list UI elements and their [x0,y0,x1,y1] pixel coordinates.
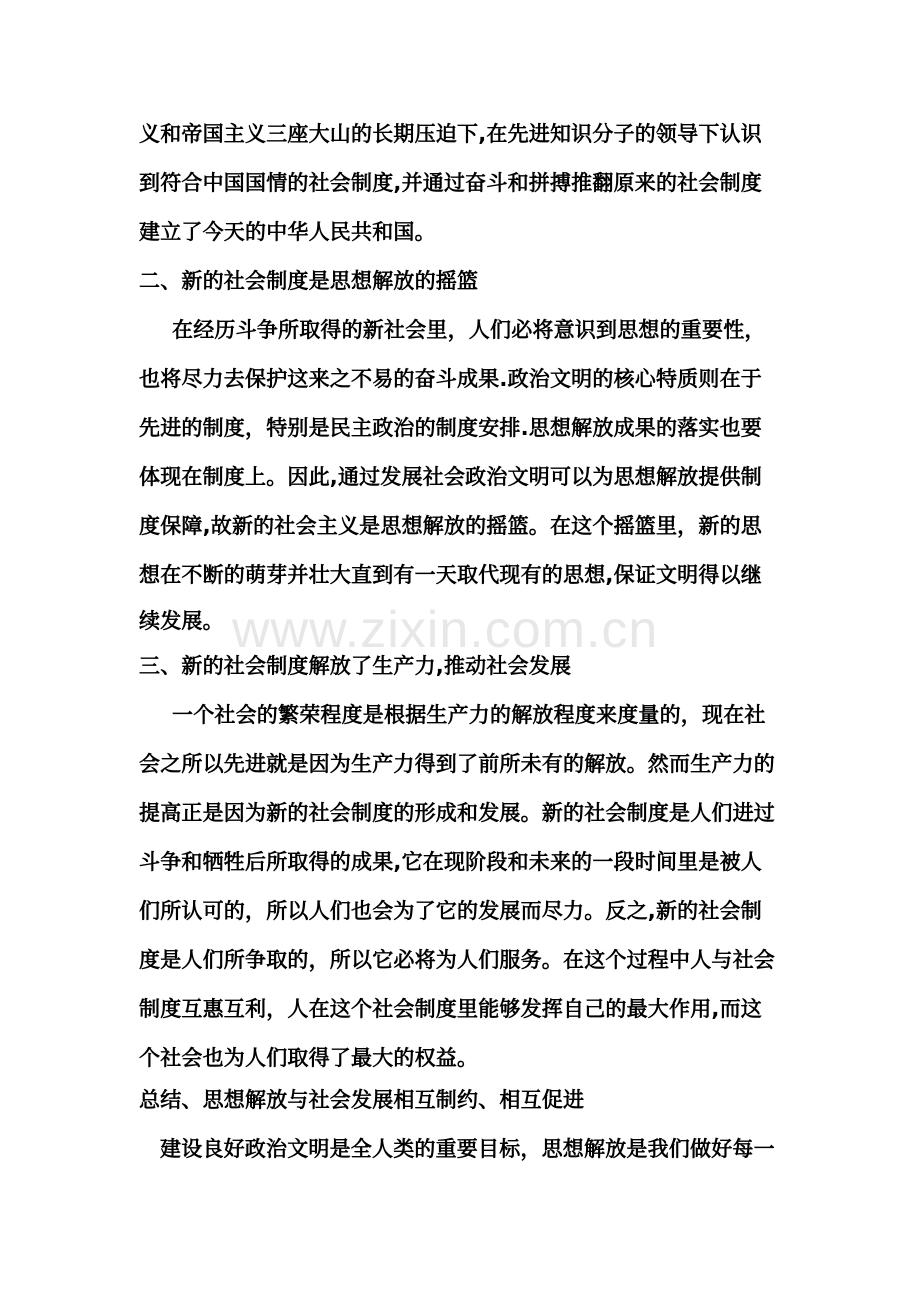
paragraph-line: 度是人们所争取的，所以它必将为人们服务。在这个过程中人与社会 [139,948,775,972]
paragraph-line: 们所认可的，所以人们也会为了它的发展而尽力。反之,新的社会制 [139,899,762,923]
paragraph-line: 体现在制度上。因此,通过发展社会政治文明可以为思想解放提供制 [139,465,762,489]
paragraph-line: 也将尽力去保护这来之不易的奋斗成果.政治文明的核心特质则在于 [139,367,762,391]
paragraph-line: 到符合中国国情的社会制度,并通过奋斗和拼搏推翻原来的社会制度 [139,171,762,195]
section-heading-summary: 总结、思想解放与社会发展相互制约、相互促进 [139,1088,585,1112]
paragraph-line: 提高正是因为新的社会制度的形成和发展。新的社会制度是人们进过 [139,801,775,825]
paragraph-line: 度保障,故新的社会主义是思想解放的摇篮。在这个摇篮里，新的思 [139,514,762,538]
watermark: www.zixin.com.cn [232,601,659,659]
paragraph-line: 先进的制度，特别是民主政治的制度安排.思想解放成果的落实也要 [139,416,762,440]
paragraph-line: 会之所以先进就是因为生产力得到了前所未有的解放。然而生产力的 [139,752,775,776]
paragraph-line: 制度互惠互利，人在这个社会制度里能够发挥自己的最大作用,而这 [139,997,762,1021]
paragraph-line: 建设良好政治文明是全人类的重要目标，思想解放是我们做好每一 [160,1137,775,1161]
paragraph-line: 在经历斗争所取得的新社会里，人们必将意识到思想的重要性， [172,318,766,342]
paragraph-line: 续发展。 [139,609,224,633]
paragraph-line: 想在不断的萌芽并壮大直到有一天取代现有的思想,保证文明得以继 [139,563,762,587]
paragraph-line: 一个社会的繁荣程度是根据生产力的解放程度来度量的，现在社 [172,703,766,727]
paragraph-line: 个社会也为人们取得了最大的权益。 [139,1046,479,1070]
paragraph-line: 斗争和牺牲后所取得的成果,它在现阶段和未来的一段时间里是被人 [139,850,762,874]
section-heading-2: 二、新的社会制度是思想解放的摇篮 [139,269,479,293]
section-heading-3: 三、新的社会制度解放了生产力,推动社会发展 [139,654,572,678]
paragraph-line: 建立了今天的中华人民共和国。 [139,220,436,244]
paragraph-line: 义和帝国主义三座大山的长期压迫下,在先进知识分子的领导下认识 [139,122,762,146]
